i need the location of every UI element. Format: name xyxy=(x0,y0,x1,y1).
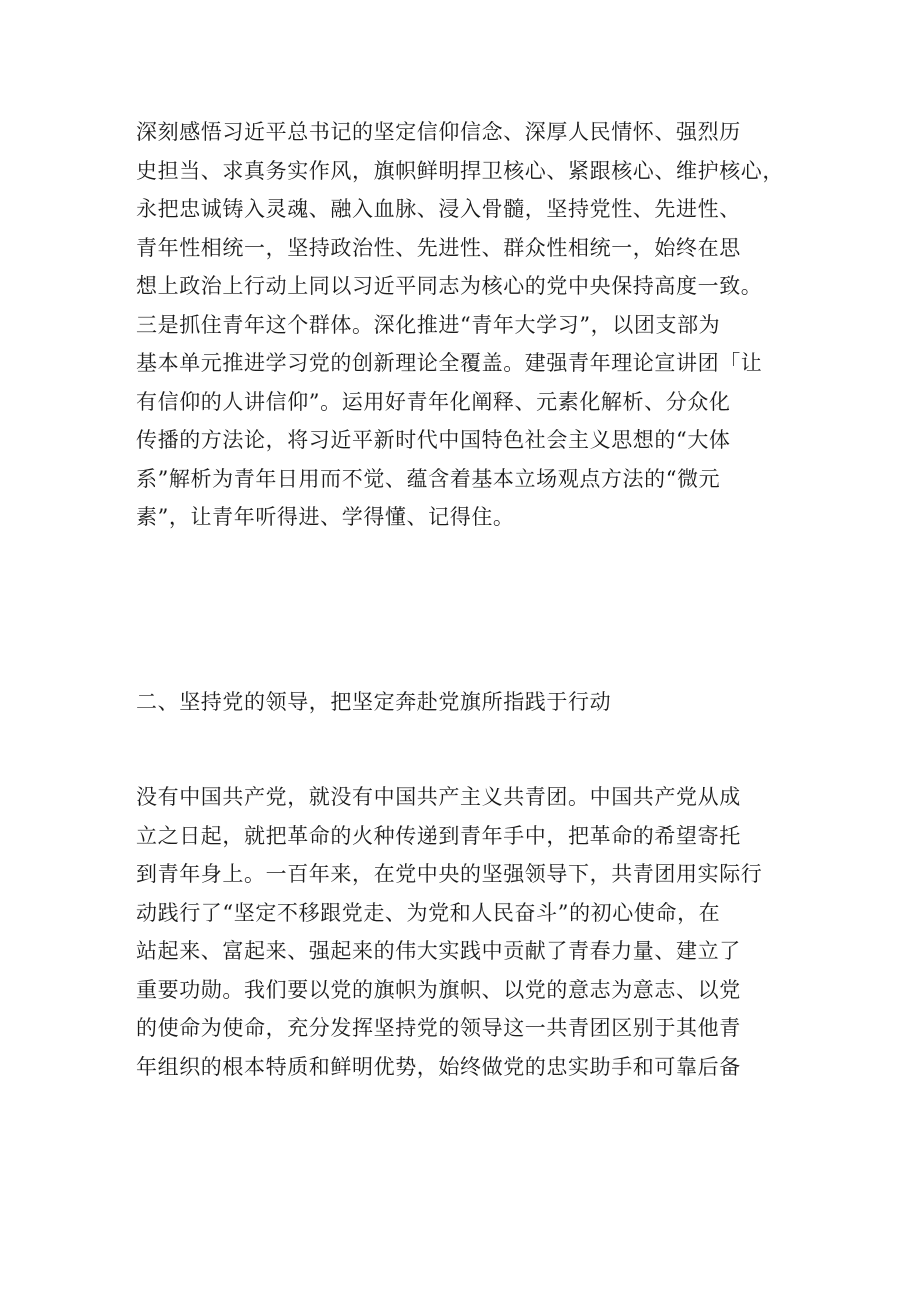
text-line: 没有中国共产党，就没有中国共产主义共青团。中国共产党从成 xyxy=(136,785,741,809)
text-line: 年组织的根本特质和鲜明优势，始终做党的忠实助手和可靠后备 xyxy=(136,1054,741,1079)
text-line: 深刻感悟习近平总书记的坚定信仰信念、深厚人民情怀、强烈历 xyxy=(136,120,741,144)
text-line: 素”，让青年听得进、学得懂、记得住。 xyxy=(136,505,515,529)
text-line: 动践行了“坚定不移跟党走、为党和人民奋斗”的初心使命，在 xyxy=(136,900,721,925)
text-line: 传播的方法论，将习近平新时代中国特色社会主义思想的“大体 xyxy=(136,428,731,452)
text-line: 青年性相统一，坚持政治性、先进性、群众性相统一，始终在思 xyxy=(136,235,741,260)
text-line: 重要功勋。我们要以党的旗帜为旗帜、以党的意志为意志、以党 xyxy=(136,977,741,1002)
text-line: 基本单元推进学习党的创新理论全覆盖。建强青年理论宣讲团「让 xyxy=(136,351,763,375)
text-line: 史担当、求真务实作风，旗帜鲜明捍卫核心、紧跟核心、维护核心， xyxy=(136,158,784,183)
text-line: 永把忠诚铸入灵魂、融入血脉、浸入骨髓，坚持党性、先进性、 xyxy=(136,197,741,221)
text-line: 有信仰的人讲信仰”。运用好青年化阐释、元素化解析、分众化 xyxy=(136,389,731,414)
text-line: 三是抓住青年这个群体。深化推进“青年大学习”，以团支部为 xyxy=(136,312,721,337)
text-line: 系”解析为青年日用而不觉、蕴含着基本立场观点方法的“微元 xyxy=(136,466,721,491)
text-line: 立之日起，就把革命的火种传递到青年手中，把革命的希望寄托 xyxy=(136,823,741,848)
section-heading xyxy=(136,683,796,722)
paragraph-2 xyxy=(136,778,796,1086)
text-line: 想上政治上行动上同以习近平同志为核心的党中央保持高度一致。 xyxy=(136,274,763,298)
paragraph-1 xyxy=(136,113,796,537)
text-line: 的使命为使命，充分发挥坚持党的领导这一共青团区别于其他青 xyxy=(136,1016,741,1040)
text-line: 到青年身上。一百年来，在党中央的坚强领导下，共青团用实际行 xyxy=(136,862,763,886)
text-line: 站起来、富起来、强起来的伟大实践中贡献了青春力量、建立了 xyxy=(136,939,741,963)
heading-text: 二、坚持党的领导，把坚定奔赴党旗所指践于行动 xyxy=(136,690,612,714)
